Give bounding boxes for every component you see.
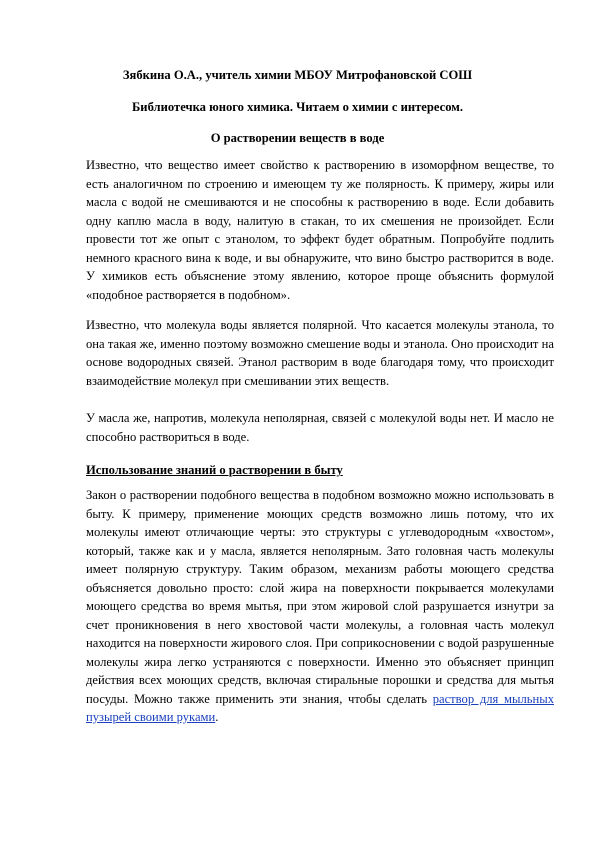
paragraph-4 [86, 486, 554, 727]
paragraph-2: Известно, что молекула воды является полярной. Что касается молекулы этанола, то она такая же, именно поэтому возможно смешение воды и этанола. Оно происходит на основе водородных связей. Этанол растворим в воде благодаря тому, что происходит взаимодействие молекул при смешивании этих веществ. [86, 318, 554, 388]
section-heading: Использование знаний о растворении в быту [86, 463, 343, 477]
article-title: О растворении веществ в воде [210, 131, 385, 145]
soap-bubbles-link[interactable]: раствор для мыльных пузырей своими руками [86, 691, 554, 724]
paragraph-3: У масла же, напротив, молекула неполярная, связей с молекулой воды нет. И масло не способно раствориться в воде. [86, 411, 554, 444]
paragraph-1: Известно, что вещество имеет свойство к растворению в изоморфном веществе, то есть аналогичном по строению и имеющем ту же полярность. К примеру, жиры или масла с водой не смешиваются и не способны к растворению в воде. Если добавить одну каплю масла в воду, налитую в стакан, то их смешения не произойдет. Если провести тот же опыт с этанолом, то эффект будет обратным. Попробуйте подлить немного красного вина к воде, и вы обнаружите, что вино быстро растворится в воде. У химиков есть объяснение этому явлению, которое проще объяснить формулой «подобное растворяется в подобном». [86, 158, 554, 302]
series-line: Библиотечка юного химика. Читаем о химии с интересом. [131, 100, 463, 114]
paragraph-4-text: Закон о растворении подобного вещества в подобном возможно можно использовать в быту. К примеру, применение моющих средств возможно лишь потому, что их молекулы имеют отличающие черты: это структуры с углеводородным «хвостом», который, также как и у масла, является неполярным. Зато головная часть молекулы имеет полярную структуру. Таким образом, механизм работы моющего средства объясняется довольно просто: слой жира на поверхности покрывается молекулами моющего средства во время мытья, при этом жировой слой разрушается изнутри за счет проникновения в него хвостовой части молекулы, а головная часть молекул находится на поверхности жирового слоя. При соприкосновении с водой разрушенные молекулы жира легко устраняются с поверхности. Именно это объясняет принцип действия всех моющих средств, включая стиральные порошки и средства для мытья посуды. Можно также применить эти знания, чтобы сделать [86, 488, 554, 706]
paragraph-4-end: . [215, 710, 219, 724]
author-line: Зябкина О.А., учитель химии МБОУ Митрофановской СОШ [122, 68, 473, 82]
